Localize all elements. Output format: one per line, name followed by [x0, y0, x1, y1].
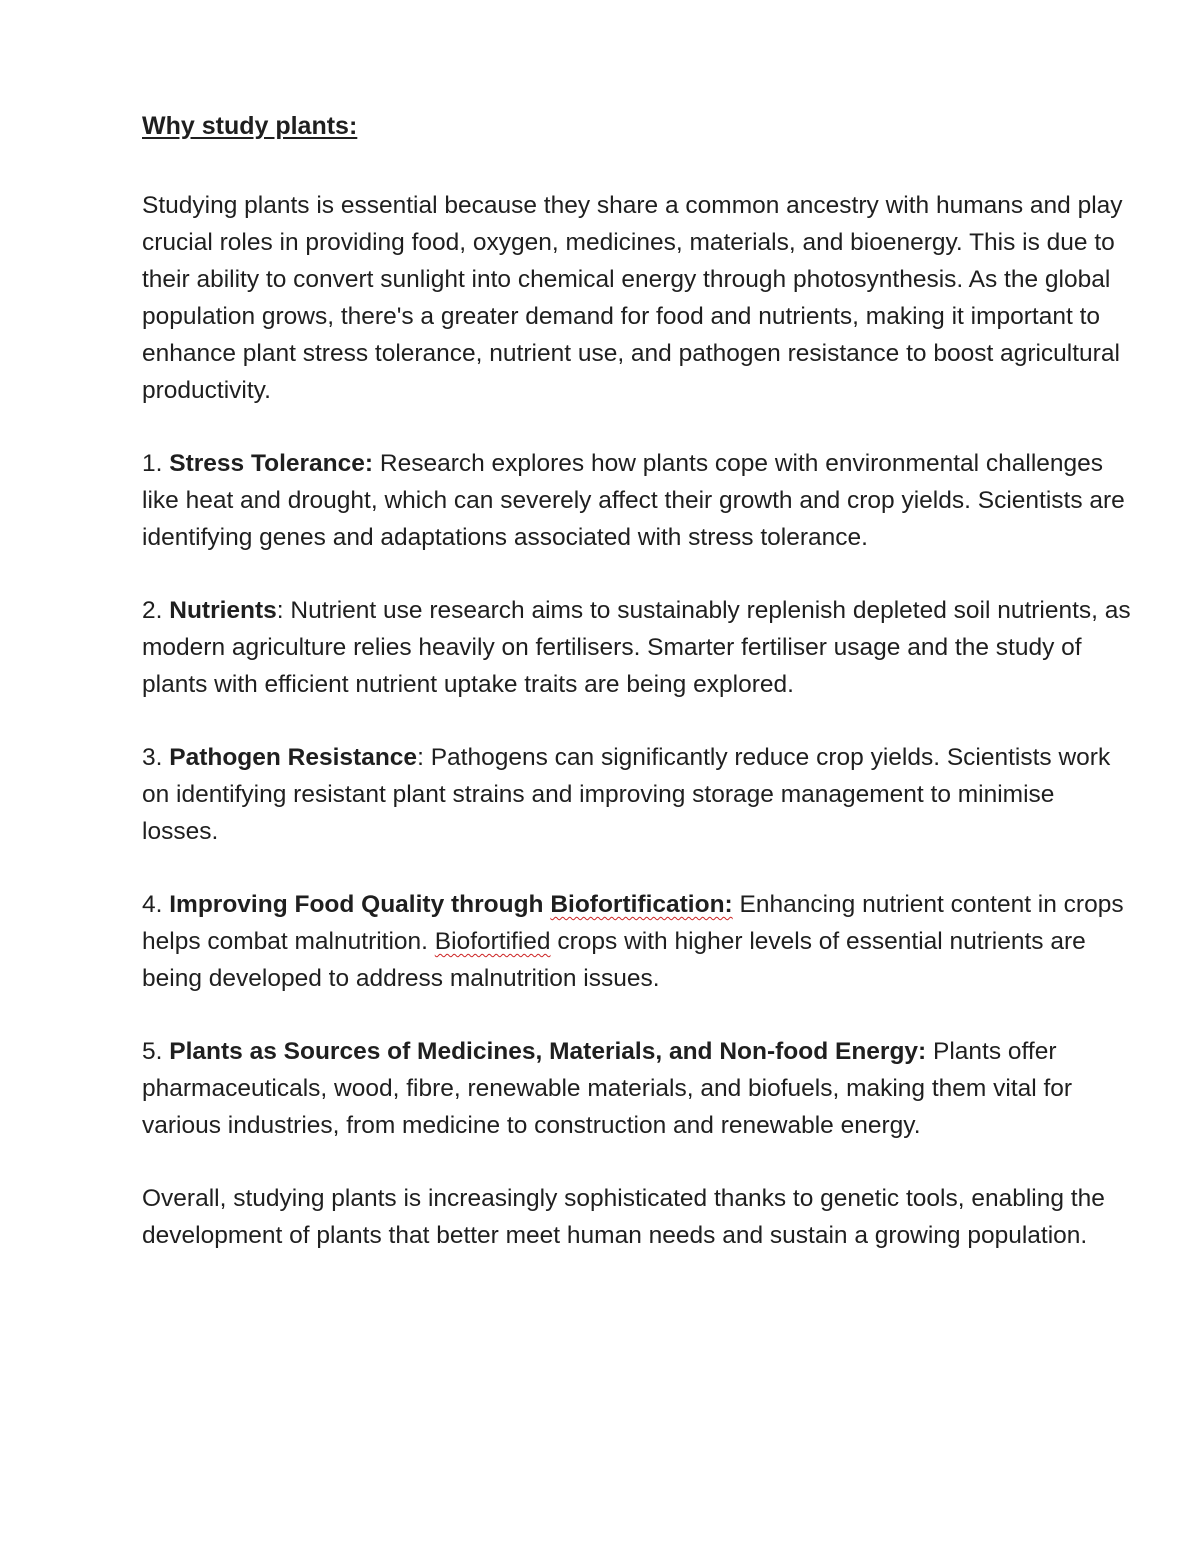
list-item-pathogen-resistance — [142, 739, 1132, 850]
intro-paragraph: Studying plants is essential because they share a common ancestry with humans and play crucial roles in providing food, oxygen, medicines, materials, and bioenergy. This is due to their ability to convert sunlight into chemical energy through photosynthesis. As the global population grows, there's a greater demand for food and nutrients, making it important to enhance plant stress tolerance, nutrient use, and pathogen resistance to boost agricultural productivity. — [142, 192, 1123, 404]
item-heading: Nutrients — [169, 597, 277, 624]
spellcheck-flagged-word[interactable]: Biofortified — [434, 928, 551, 955]
item-number: 2. — [142, 597, 163, 624]
item-number: 1. — [142, 450, 163, 477]
conclusion-paragraph: Overall, studying plants is increasingly sophisticated thanks to genetic tools, enabling the development of plants that better meet human needs and sustain a growing population. — [142, 1185, 1105, 1249]
item-heading-colon: : — [276, 597, 284, 624]
list-item-stress-tolerance — [142, 445, 1132, 556]
item-body: Pathogens can significantly reduce crop yields. Scientists work on identifying resistant plant strains and improving storage management to minimise losses. — [142, 744, 1111, 845]
item-heading-text: Improving Food Quality through — [169, 891, 551, 918]
document-page — [142, 108, 1132, 1290]
spellcheck-flagged-word[interactable]: Biofortification: — [550, 891, 733, 918]
item-heading — [169, 891, 732, 918]
item-body: Nutrient use research aims to sustainably replenish depleted soil nutrients, as modern agriculture relies heavily on fertilisers. Smarter fertiliser usage and the study of plants with efficient nutrient uptake traits are being explored. — [142, 597, 1131, 698]
document-title: Why study plants: — [142, 112, 358, 140]
list-item-nutrients — [142, 592, 1132, 703]
item-heading: Stress Tolerance: — [169, 450, 374, 477]
item-body: Plants offer pharmaceuticals, wood, fibre, renewable materials, and biofuels, making them vital for various industries, from medicine to construction and renewable energy. — [142, 1038, 1073, 1139]
item-number: 5. — [142, 1038, 163, 1065]
item-body: Research explores how plants cope with environmental challenges like heat and drought, which can severely affect their growth and crop yields. Scientists are identifying genes and adaptations associated with stress tolerance. — [142, 450, 1125, 551]
item-number: 4. — [142, 891, 163, 918]
list-item-plants-as-sources — [142, 1033, 1132, 1144]
item-number: 3. — [142, 744, 163, 771]
item-body-start: Enhancing nutrient content in crops helps combat malnutrition. — [142, 891, 1124, 955]
list-item-biofortification — [142, 886, 1132, 997]
item-heading: Pathogen Resistance — [169, 744, 418, 771]
item-heading-colon: : — [417, 744, 424, 771]
item-body-end: crops with higher levels of essential nutrients are being developed to address malnutrition issues. — [142, 928, 1086, 992]
item-heading: Plants as Sources of Medicines, Materials, and Non-food Energy: — [169, 1038, 927, 1065]
